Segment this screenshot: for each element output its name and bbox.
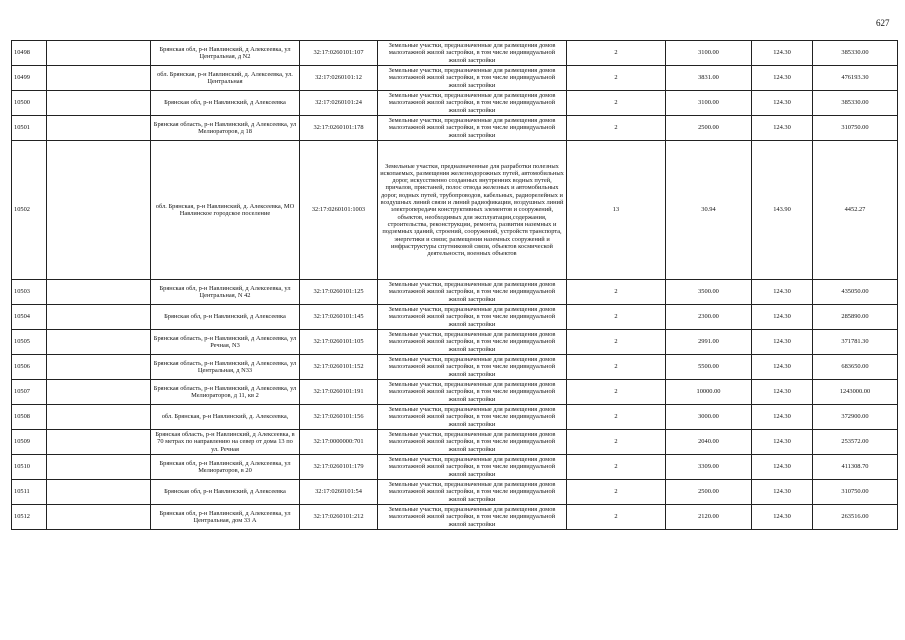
cadastral-number-cell: 32:17:0260101:152	[300, 355, 378, 380]
group-cell: 2	[567, 116, 666, 141]
address-cell: обл. Брянская, р-н Навлинский, д. Алексеевка, ул. Центральная	[151, 66, 300, 91]
empty-cell	[47, 505, 151, 530]
record-id: 10503	[12, 280, 47, 305]
land-use-cell: Земельные участки, предназначенные для размещения домов малоэтажной жилой застройки, в том числе индивидуальной жилой застройки	[378, 455, 567, 480]
land-register-table	[11, 40, 898, 530]
address-cell: Брянская обл, р-н Навлинский, д Алексеевка, ул Центральная, д N2	[151, 41, 300, 66]
address-cell: Брянская область, р-н Навлинский, д Алексеевка, в 70 метрах по направлению на север от дома 13 по ул. Речная	[151, 430, 300, 455]
land-use-cell: Земельные участки, предназначенные для размещения домов малоэтажной жилой застройки, в том числе индивидуальной жилой застройки	[378, 405, 567, 430]
rate-cell: 124.30	[752, 455, 813, 480]
cadastral-number-cell: 32:17:0260101:156	[300, 405, 378, 430]
area-cell: 3000.00	[666, 405, 752, 430]
group-cell: 2	[567, 41, 666, 66]
address-cell: Брянская область, р-н Навлинский, д Алексеевка, ул Центральная, д N33	[151, 355, 300, 380]
cadastral-value-cell: 683650.00	[813, 355, 898, 380]
area-cell: 3100.00	[666, 41, 752, 66]
table-row	[12, 380, 898, 405]
empty-cell	[47, 91, 151, 116]
area-cell: 3309.00	[666, 455, 752, 480]
rate-cell: 124.30	[752, 405, 813, 430]
rate-cell: 124.30	[752, 380, 813, 405]
cadastral-value-cell: 310750.00	[813, 116, 898, 141]
record-id: 10500	[12, 91, 47, 116]
empty-cell	[47, 330, 151, 355]
table-row	[12, 455, 898, 480]
table-row	[12, 91, 898, 116]
address-cell: Брянская область, р-н Навлинский, д Алексеевка, ул Мелиораторов, д 18	[151, 116, 300, 141]
table-row	[12, 430, 898, 455]
table-row	[12, 141, 898, 280]
group-cell: 2	[567, 505, 666, 530]
land-use-cell: Земельные участки, предназначенные для размещения домов малоэтажной жилой застройки, в том числе индивидуальной жилой застройки	[378, 305, 567, 330]
empty-cell	[47, 41, 151, 66]
address-cell: Брянская область, р-н Навлинский, д Алексеевка, ул Мелиораторов, д 11, кв 2	[151, 380, 300, 405]
area-cell: 2120.00	[666, 505, 752, 530]
record-id: 10511	[12, 480, 47, 505]
rate-cell: 124.30	[752, 330, 813, 355]
cadastral-number-cell: 32:17:0260101:105	[300, 330, 378, 355]
cadastral-value-cell: 253572.00	[813, 430, 898, 455]
land-use-cell: Земельные участки, предназначенные для размещения домов малоэтажной жилой застройки, в том числе индивидуальной жилой застройки	[378, 41, 567, 66]
group-cell: 2	[567, 330, 666, 355]
table-row	[12, 480, 898, 505]
record-id: 10502	[12, 141, 47, 280]
group-cell: 2	[567, 455, 666, 480]
empty-cell	[47, 305, 151, 330]
cadastral-value-cell: 385330.00	[813, 41, 898, 66]
record-id: 10499	[12, 66, 47, 91]
area-cell: 2991.00	[666, 330, 752, 355]
land-use-cell: Земельные участки, предназначенные для размещения домов малоэтажной жилой застройки, в том числе индивидуальной жилой застройки	[378, 280, 567, 305]
address-cell: Брянская обл, р-н Навлинский, д Алексеевка	[151, 480, 300, 505]
table-row	[12, 355, 898, 380]
area-cell: 2040.00	[666, 430, 752, 455]
record-id: 10505	[12, 330, 47, 355]
record-id: 10512	[12, 505, 47, 530]
area-cell: 3100.00	[666, 91, 752, 116]
table-row	[12, 66, 898, 91]
group-cell: 2	[567, 305, 666, 330]
cadastral-value-cell: 263516.00	[813, 505, 898, 530]
area-cell: 3831.00	[666, 66, 752, 91]
table-row	[12, 505, 898, 530]
group-cell: 2	[567, 405, 666, 430]
group-cell: 2	[567, 480, 666, 505]
record-id: 10501	[12, 116, 47, 141]
empty-cell	[47, 380, 151, 405]
cadastral-number-cell: 32:17:0000000:701	[300, 430, 378, 455]
group-cell: 2	[567, 355, 666, 380]
rate-cell: 124.30	[752, 116, 813, 141]
cadastral-value-cell: 385330.00	[813, 91, 898, 116]
land-use-cell: Земельные участки, предназначенные для размещения домов малоэтажной жилой застройки, в том числе индивидуальной жилой застройки	[378, 91, 567, 116]
rate-cell: 124.30	[752, 41, 813, 66]
table-row	[12, 305, 898, 330]
cadastral-value-cell: 411308.70	[813, 455, 898, 480]
area-cell: 2500.00	[666, 480, 752, 505]
group-cell: 2	[567, 66, 666, 91]
area-cell: 10000.00	[666, 380, 752, 405]
empty-cell	[47, 66, 151, 91]
rate-cell: 124.30	[752, 355, 813, 380]
record-id: 10508	[12, 405, 47, 430]
land-use-cell: Земельные участки, предназначенные для размещения домов малоэтажной жилой застройки, в том числе индивидуальной жилой застройки	[378, 380, 567, 405]
cadastral-value-cell: 476193.30	[813, 66, 898, 91]
land-use-cell: Земельные участки, предназначенные для разработки полезных ископаемых, размещения железнодорожных путей, автомобильных дорог, искусственно созданных внутренних водных путей, причалов, пристаней, полос отвода железных и автомобильных дорог, водных путей, трубопроводов, кабельных, радиорелейных и воздушных линий связи и линий радиофикации, воздушных линий электропередачи конструктивных элементов и сооружений, объектов, необходимых для эксплуатации,содержания, строительства, реконструкции, ремонта, развития наземных и подземных зданий, строений, сооружений, устройств транспорта, энергетики и связи; размещения наземных сооружений и инфраструктуры спутниковой связи, объектов космической деятельности, военных объектов	[378, 141, 567, 280]
rate-cell: 124.30	[752, 505, 813, 530]
empty-cell	[47, 355, 151, 380]
cadastral-value-cell: 435050.00	[813, 280, 898, 305]
record-id: 10506	[12, 355, 47, 380]
address-cell: Брянская обл, р-н Навлинский, д Алексеевка, ул Центральная, дом 33 А	[151, 505, 300, 530]
area-cell: 2500.00	[666, 116, 752, 141]
empty-cell	[47, 430, 151, 455]
cadastral-number-cell: 32:17:0260101:125	[300, 280, 378, 305]
cadastral-number-cell: 32:17:0260101:12	[300, 66, 378, 91]
cadastral-number-cell: 32:17:0260101:54	[300, 480, 378, 505]
address-cell: Брянская обл, р-н Навлинский, д Алексеевка	[151, 91, 300, 116]
group-cell: 2	[567, 280, 666, 305]
land-use-cell: Земельные участки, предназначенные для размещения домов малоэтажной жилой застройки, в том числе индивидуальной жилой застройки	[378, 480, 567, 505]
group-cell: 2	[567, 430, 666, 455]
cadastral-number-cell: 32:17:0260101:145	[300, 305, 378, 330]
rate-cell: 143.90	[752, 141, 813, 280]
cadastral-number-cell: 32:17:0260101:212	[300, 505, 378, 530]
cadastral-number-cell: 32:17:0260101:179	[300, 455, 378, 480]
cadastral-number-cell: 32:17:0260101:1003	[300, 141, 378, 280]
land-use-cell: Земельные участки, предназначенные для размещения домов малоэтажной жилой застройки, в том числе индивидуальной жилой застройки	[378, 505, 567, 530]
land-use-cell: Земельные участки, предназначенные для размещения домов малоэтажной жилой застройки, в том числе индивидуальной жилой застройки	[378, 116, 567, 141]
cadastral-number-cell: 32:17:0260101:24	[300, 91, 378, 116]
land-use-cell: Земельные участки, предназначенные для размещения домов малоэтажной жилой застройки, в том числе индивидуальной жилой застройки	[378, 66, 567, 91]
cadastral-value-cell: 372900.00	[813, 405, 898, 430]
cadastral-value-cell: 285890.00	[813, 305, 898, 330]
rate-cell: 124.30	[752, 480, 813, 505]
empty-cell	[47, 116, 151, 141]
record-id: 10510	[12, 455, 47, 480]
table-row	[12, 330, 898, 355]
land-use-cell: Земельные участки, предназначенные для размещения домов малоэтажной жилой застройки, в том числе индивидуальной жилой застройки	[378, 430, 567, 455]
address-cell: Брянская обл, р-н Навлинский, д Алексеевка	[151, 305, 300, 330]
table-row	[12, 116, 898, 141]
table-row	[12, 405, 898, 430]
land-use-cell: Земельные участки, предназначенные для размещения домов малоэтажной жилой застройки, в том числе индивидуальной жилой застройки	[378, 355, 567, 380]
rate-cell: 124.30	[752, 280, 813, 305]
empty-cell	[47, 141, 151, 280]
cadastral-value-cell: 310750.00	[813, 480, 898, 505]
cadastral-number-cell: 32:17:0260101:107	[300, 41, 378, 66]
record-id: 10509	[12, 430, 47, 455]
address-cell: обл. Брянская, р-н Навлинский, д. Алексеевка, МО Навлинское городское поселение	[151, 141, 300, 280]
group-cell: 13	[567, 141, 666, 280]
group-cell: 2	[567, 380, 666, 405]
table-row	[12, 280, 898, 305]
table-row	[12, 41, 898, 66]
area-cell: 2300.00	[666, 305, 752, 330]
record-id: 10498	[12, 41, 47, 66]
area-cell: 30.94	[666, 141, 752, 280]
page-number: 627	[876, 18, 890, 28]
area-cell: 3500.00	[666, 280, 752, 305]
land-use-cell: Земельные участки, предназначенные для размещения домов малоэтажной жилой застройки, в том числе индивидуальной жилой застройки	[378, 330, 567, 355]
area-cell: 5500.00	[666, 355, 752, 380]
cadastral-number-cell: 32:17:0260101:191	[300, 380, 378, 405]
empty-cell	[47, 480, 151, 505]
empty-cell	[47, 405, 151, 430]
record-id: 10504	[12, 305, 47, 330]
address-cell: Брянская обл, р-н Навлинский, д Алексеевка, ул Мелиораторов, в 20	[151, 455, 300, 480]
record-id: 10507	[12, 380, 47, 405]
cadastral-value-cell: 371781.30	[813, 330, 898, 355]
address-cell: Брянская обл, р-н Навлинский, д Алексеевка, ул Центральная, N 42	[151, 280, 300, 305]
rate-cell: 124.30	[752, 91, 813, 116]
group-cell: 2	[567, 91, 666, 116]
rate-cell: 124.30	[752, 66, 813, 91]
rate-cell: 124.30	[752, 305, 813, 330]
cadastral-number-cell: 32:17:0260101:178	[300, 116, 378, 141]
address-cell: Брянская область, р-н Навлинский, д Алексеевка, ул Речная, N3	[151, 330, 300, 355]
empty-cell	[47, 455, 151, 480]
cadastral-value-cell: 1243000.00	[813, 380, 898, 405]
rate-cell: 124.30	[752, 430, 813, 455]
cadastral-value-cell: 4452.27	[813, 141, 898, 280]
empty-cell	[47, 280, 151, 305]
address-cell: обл. Брянская, р-н Навлинский, д. Алексеевка,	[151, 405, 300, 430]
